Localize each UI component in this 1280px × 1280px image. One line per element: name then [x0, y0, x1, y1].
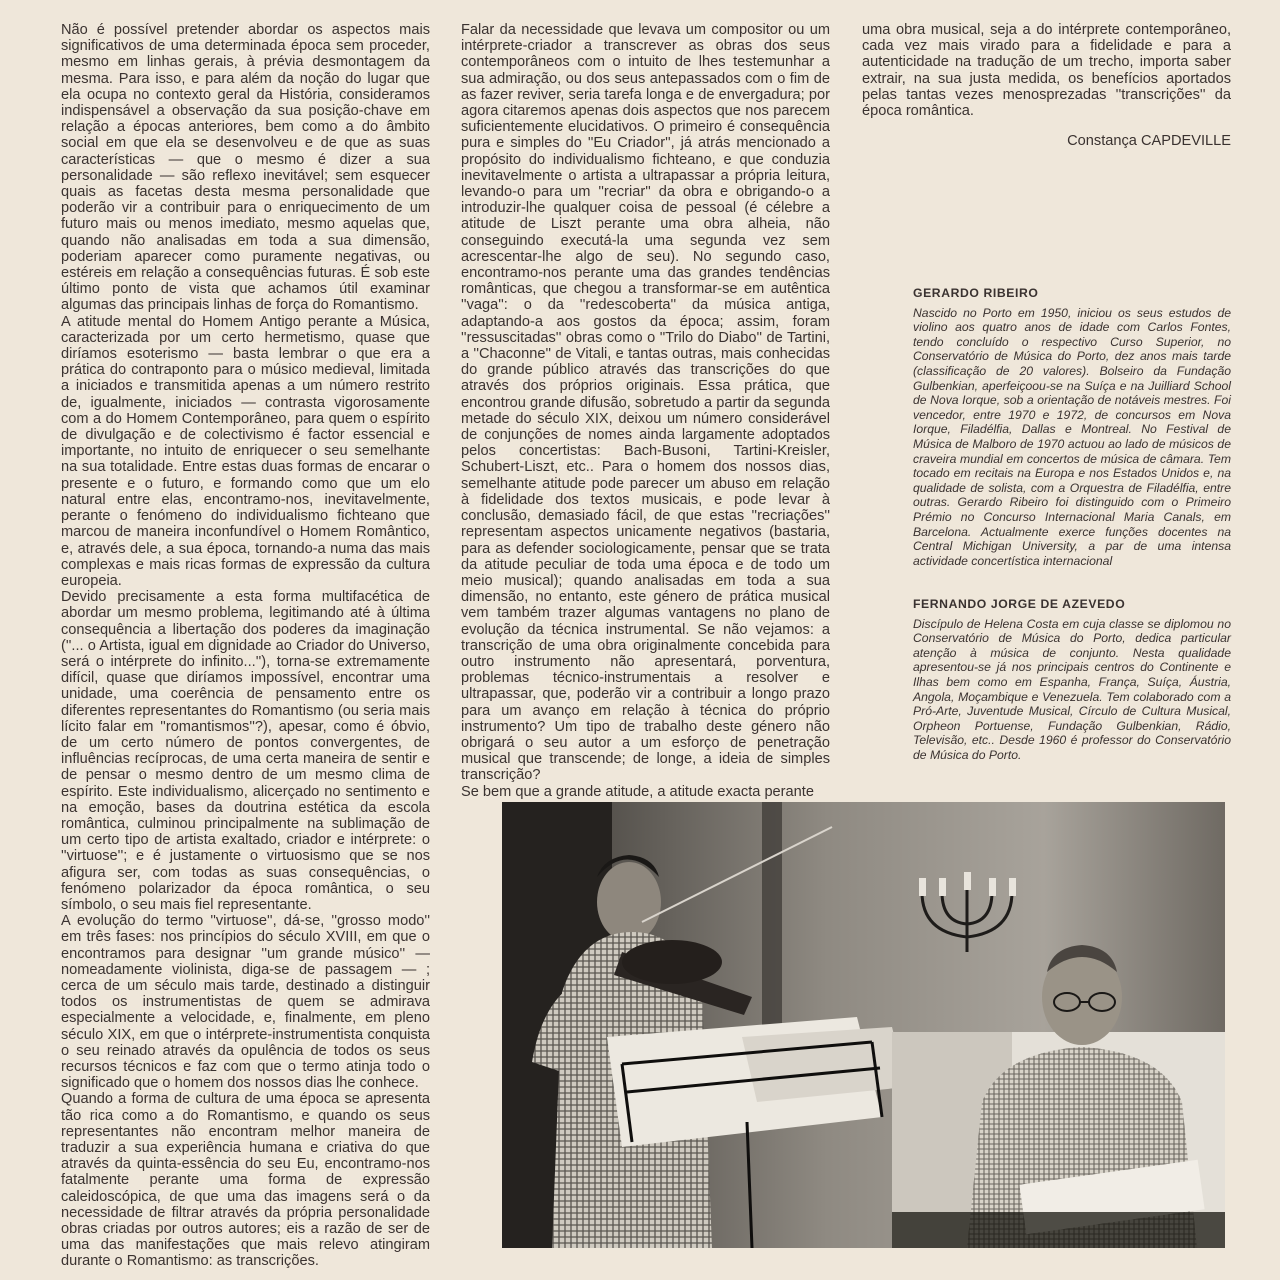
musicians-photo-illustration — [502, 802, 1225, 1248]
author-signature: Constança CAPDEVILLE — [1067, 133, 1231, 150]
paragraph: uma obra musical, seja a do intérprete contemporâneo, cada vez mais virado para a fidelidade e para a autenticidade na tradução de um trecho, importa saber extrair, na sua justa medida, os benefícios aportados pelas tantas vezes menosprezadas ''transcrições'' da época romântica. — [862, 22, 1231, 120]
musicians-photo — [502, 802, 1225, 1248]
paragraph: Falar da necessidade que levava um compositor ou um intérprete-criador a transcrever as obras dos seus contemporâneos com o intuito de lhes testemunhar a sua admiração, ou dos seus antepassados com o fim de as fazer reviver, seria tarefa longa e de envergadura; por agora citaremos apenas dois aspectos que nos parecem suficientemente elucidativos. O primeiro é consequência pura e simples do ''Eu Criador'', já atrás mencionado a propósito do individualismo fichteano, e que conduzia inevitavelmente o artista a ultrapassar a própria leitura, levando-o para um ''recriar'' da obra e obrigando-o a introduzir-lhe qualquer coisa de pessoal (é célebre a atitude de Liszt perante uma obra alheia, não conseguindo executá-la uma segunda vez sem acrescentar-lhe algo de seu). No segundo caso, encontramo-nos perante uma das grandes tendências românticas, que chegou a transformar-se em autêntica ''vaga'': o da ''redescoberta'' da música antiga, adaptando-a aos gostos da época; assim, foram ''ressuscitadas'' obras como o ''Trilo do Diabo'' de Tartini, a ''Chaconne'' de Vitali, e tantas outras, mais conhecidas do grande público através das transcrições do que através dos próprios originais. Essa prática, que encontrou grande difusão, sobretudo a partir da segunda metade do século XIX, deixou um número considerável de conjunções de nomes ainda largamente adoptados pelos concertistas: Bach-Busoni, Tartini-Kreisler, Schubert-Liszt, etc.. Para o homem dos nossos dias, semelhante atitude pode parecer um abuso em relação à fidelidade dos textos musicais, e pode levar à conclusão, demasiado fácil, de que estas ''recriações'' representam aspectos unicamente negativos (bastaria, para as defender sociologicamente, pensar que se trata da atitude peculiar de toda uma época e de todo um meio musical); quando analisadas em toda a sua dimensão, no entanto, este género de prática musical vem também trazer algumas vantagens no plano de evolução da técnica instrumental. Se não vejamos: a transcrição de uma obra originalmente concebida para outro instrumento não apresentará, porventura, problemas técnico-instrumentais a resolver e ultrapassar, que, poderão vir a contribuir a longo prazo para um avanço em relação à técnica do próprio instrumento? Um tipo de trabalho deste género não obrigará o seu autor a um esforço de penetração musical que transcende; de longe, a ideia de simples transcrição? — [461, 22, 830, 784]
bio-text: Nascido no Porto em 1950, iniciou os seus estudos de violino aos quatro anos de idade com Carlos Fontes, tendo concluído o respectivo Curso Superior, no Conservatório de Música do Porto, dez anos mais tarde (classificação de 20 valores). Bolseiro da Fundação Gulbenkian, aperfeiçoou-se na Suíça e na Juilliard School de Nova Iorque, sob a orientação de notáveis mestres. Foi vencedor, entre 1970 e 1972, de concursos em Nova Iorque, Filadélfia, Dallas e Montreal. No Festival de Música de Malboro de 1970 actuou ao lado de músicos de craveira mundial em concertos de música de câmara. Tem tocado em recitais na Europa e nos Estados Unidos e, na qualidade de solista, com a Orquestra de Filadélfia, entre outras. Gerardo Ribeiro foi distinguido com o Primeiro Prémio no Concurso Internacional Maria Canals, em Barcelona. Actualmente exerce funções docentes na Central Michigan University, a par de uma intensa actividade concertística internacional — [913, 305, 1231, 568]
bio-fernando-jorge-de-azevedo — [913, 597, 1231, 763]
paragraph: Devido precisamente a esta forma multifacética de abordar um mesmo problema, legitimando até à última consequência a libertação dos poderes da imaginação (''... o Artista, igual em dignidade ao Criador do Universo, será o intérprete do infinito...''), torna-se extremamente difícil, quase que diríamos impossível, encontrar uma unidade, uma coerência de pensamento entre os diferentes representantes do Romantismo (ou seria mais lícito falar em ''romantismos''?), apesar, como é óbvio, de um certo número de pontos convergentes, de influências recíprocas, de uma certa maneira de sentir e de pensar o mesmo dentro de um mesmo clima de espírito. Este individualismo, alicerçado no sentimento e na emoção, bases da doutrina estética da escola romântica, culminou principalmente na sublimação de um certo tipo de artista exaltado, criador e intérprete: o ''virtuose''; e é justamente o virtuosismo que se nos afigura ser, com todas as suas consequências, o fenómeno polarizador da época romântica, o seu símbolo, o seu mais fiel representante. — [61, 589, 430, 913]
bio-text: Discípulo de Helena Costa em cuja classe se diplomou no Conservatório de Música do Porto, dedica particular atenção à música de conjunto. Nesta qualidade apresentou-se já nos principais centros do Continente e Ilhas bem como em Espanha, França, Suíça, Áustria, Angola, Moçambique e Venezuela. Tem colaborado com a Pró-Arte, Juventude Musical, Círculo de Cultura Musical, Orpheon Portuense, Fundação Gulbenkian, Rádio, Televisão, etc.. Desde 1960 é professor do Conservatório de Música do Porto. — [913, 616, 1231, 762]
bio-name: GERARDO RIBEIRO — [913, 286, 1039, 300]
article-column-2 — [461, 22, 830, 800]
bio-name: FERNANDO JORGE DE AZEVEDO — [913, 597, 1126, 611]
paragraph: A atitude mental do Homem Antigo perante a Música, caracterizada por um certo hermetismo, quase que diríamos esoterismo — basta lembrar o que era a prática do contraponto para o músico medieval, limitada a iniciados e transmitida apenas a um número restrito de, igualmente, iniciados — contrasta vigorosamente com a do Homem Contemporâneo, para quem o espírito de divulgação e de colectivismo é factor essencial e importante, no intuito de enriquecer o seu semelhante na sua totalidade. Entre estas duas formas de encarar o presente e o futuro, e formando como que um elo natural entre elas, encontramo-nos, inevitavelmente, perante o fenómeno do individualismo fichteano que marcou de maneira inconfundível o Homem Romântico, e, através dele, a sua época, tornando-a numa das mais complexas e mais ricas formas de expressão da cultura europeia. — [61, 313, 430, 589]
article-column-1 — [61, 22, 430, 1270]
paragraph: Não é possível pretender abordar os aspectos mais significativos de uma determinada época sem proceder, mesmo em linhas gerais, à prévia desmontagem da mesma. Para isso, e para além da noção do lugar que ela ocupa no contexto geral da História, consideramos indispensável a observação da sua posição-chave em relação a épocas anteriores, bem como a do âmbito social em que ela se desenvolveu e de que as suas características — que o mesmo é dizer a sua personalidade — são reflexo inevitável; sem esquecer quais as facetas desta mesma personalidade que poderão vir a contribuir para o enriquecimento de um futuro mais ou menos imediato, mesmo aquelas que, quando não analisadas em toda a sua dimensão, poderiam aparecer como puramente negativas, ou estéreis em relação a consequências futuras. É sob este último ponto de vista que achamos útil examinar algumas das principais linhas de força do Romantismo. — [61, 22, 430, 314]
bio-gerardo-ribeiro — [913, 286, 1231, 568]
article-column-3 — [862, 22, 1231, 149]
paragraph: Se bem que a grande atitude, a atitude exacta perante — [461, 783, 814, 800]
paragraph: Quando a forma de cultura de uma época se apresenta tão rica como a do Romantismo, e quando os seus representantes não encontram melhor maneira de traduzir a sua experiência humana e criativa do que através da quinta-essência do seu Eu, encontramo-nos fatalmente perante uma forma de expressão caleidoscópica, de que uma das imagens será o da necessidade de filtrar através da própria personalidade obras criadas por outros autores; eis a razão de ser de uma das manifestações que mais relevo atingiram durante o Romantismo: as transcrições. — [61, 1091, 430, 1270]
paragraph: A evolução do termo ''virtuose'', dá-se, ''grosso modo'' em três fases: nos princípios do século XVIII, em que o encontramos para designar ''um grande músico'' — nomeadamente violinista, diga-se de passagem — ; cerca de um século mais tarde, destinado a distinguir todos os instrumentistas de quem se admirava especialmente a velocidade, e, finalmente, em pleno século XIX, em que o intérprete-instrumentista conquista o seu reinado através da opulência de todos os seus recursos técnicos e faz com que o termo atinja todo o significado que o homem dos nossos dias lhe conhece. — [61, 913, 430, 1092]
